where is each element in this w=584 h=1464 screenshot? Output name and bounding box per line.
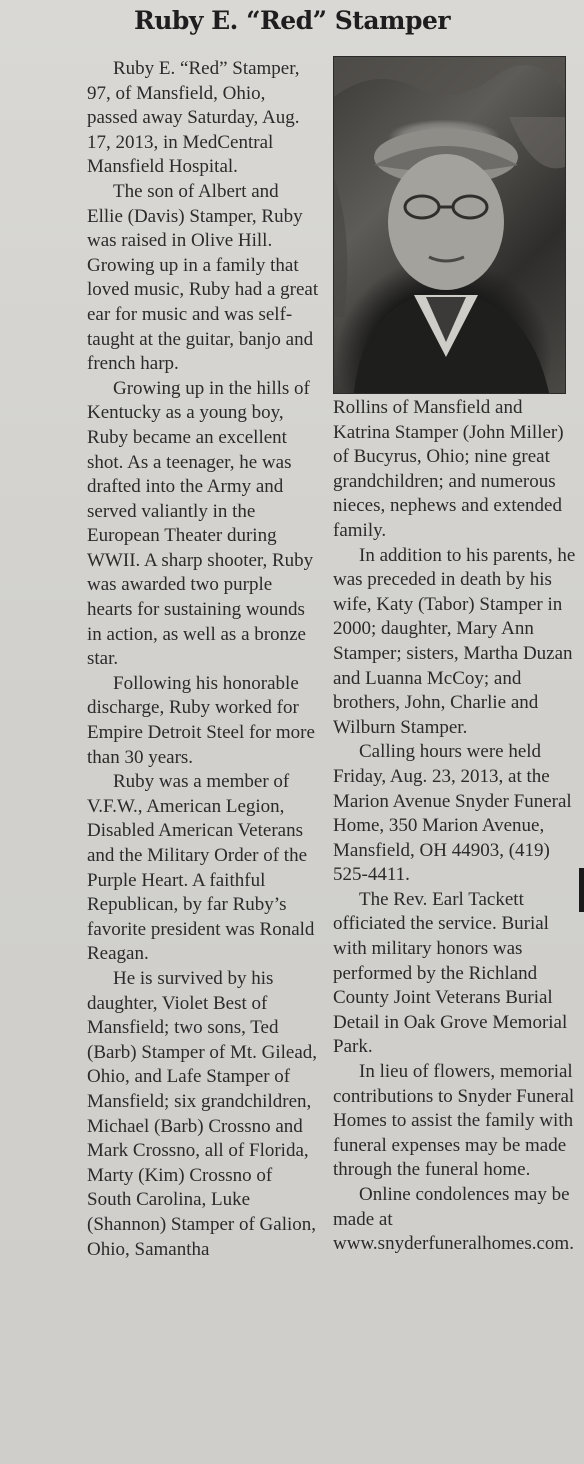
paragraph-survivors: He is survived by his daughter, Violet Best of Mansfield; two sons, Ted (Barb) Stamper of Mt. Gilead, Ohio, and Lafe Stamper of Mansfield; six grandchildren, Michael (Barb) Crossno and Mark Crossno, all of Florida, Marty (Kim) Crossno of South Carolina, Luke (Shannon) Stamper of Galion, Ohio, Samantha (87, 967, 318, 1260)
obituary-headline: Ruby E. “Red” Stamper (133, 6, 451, 35)
paragraph-memberships: Ruby was a member of V.F.W., American Legion, Disabled American Veterans and the Military Order of the Purple Heart. A faithful Republican, by far Ruby’s favorite president was Ronald Reagan. (87, 771, 315, 965)
paragraph-death-notice: Ruby E. “Red” Stamper, 97, of Mansfield, Ohio, passed away Saturday, Aug. 17, 2013, in MedCentral Mansfield Hospital. (87, 58, 300, 178)
paragraph-military-service: Growing up in the hills of Kentucky as a young boy, Ruby became an excellent shot. As a teenager, he was drafted into the Army and served valiantly in the European Theater during WWII. A sharp shooter, Ruby was awarded two purple hearts for sustaining wounds in action, as well as a bronze star. (87, 377, 314, 670)
paragraph-early-life: The son of Albert and Ellie (Davis) Stamper, Ruby was raised in Olive Hill. Growing up in a family that loved music, Ruby had a great ear for music and was self-taught at the guitar, banjo and french harp. (87, 180, 319, 375)
portrait-photo (333, 56, 566, 394)
paragraph-survivors-continued: Rollins of Mansfield and Katrina Stamper (John Miller) of Bucyrus, Ohio; nine great grandchildren; and numerous nieces, nephews and extended family. (333, 397, 564, 541)
paragraph-online-condolences: Online condolences may be made at www.snyderfuneralhomes.com. (333, 1184, 574, 1255)
paragraph-preceded-in-death: In addition to his parents, he was preceded in death by his wife, Katy (Tabor) Stamper in 2000; daughter, Mary Ann Stamper; sisters, Martha Duzan and Luanna McCoy; and brothers, John, Charlie and Wilburn Stamper. (333, 544, 576, 738)
scan-edge-mark (579, 868, 584, 912)
portrait-photo-icon (334, 57, 565, 393)
paragraph-memorial-contributions: In lieu of flowers, memorial contributions to Snyder Funeral Homes to assist the family with funeral expenses may be made through the funeral home. (333, 1061, 575, 1181)
paragraph-calling-hours: Calling hours were held Friday, Aug. 23, 2013, at the Marion Avenue Snyder Funeral Home, 350 Marion Avenue, Mansfield, OH 44903, (419) 525-4411. (333, 741, 572, 886)
paragraph-career: Following his honorable discharge, Ruby worked for Empire Detroit Steel for more than 30 years. (87, 672, 315, 768)
paragraph-service: The Rev. Earl Tackett officiated the service. Burial with military honors was performed by the Richland County Joint Veterans Burial Detail in Oak Grove Memorial Park. (333, 888, 568, 1058)
right-text-column (333, 396, 581, 1257)
left-text-column (87, 57, 319, 1262)
